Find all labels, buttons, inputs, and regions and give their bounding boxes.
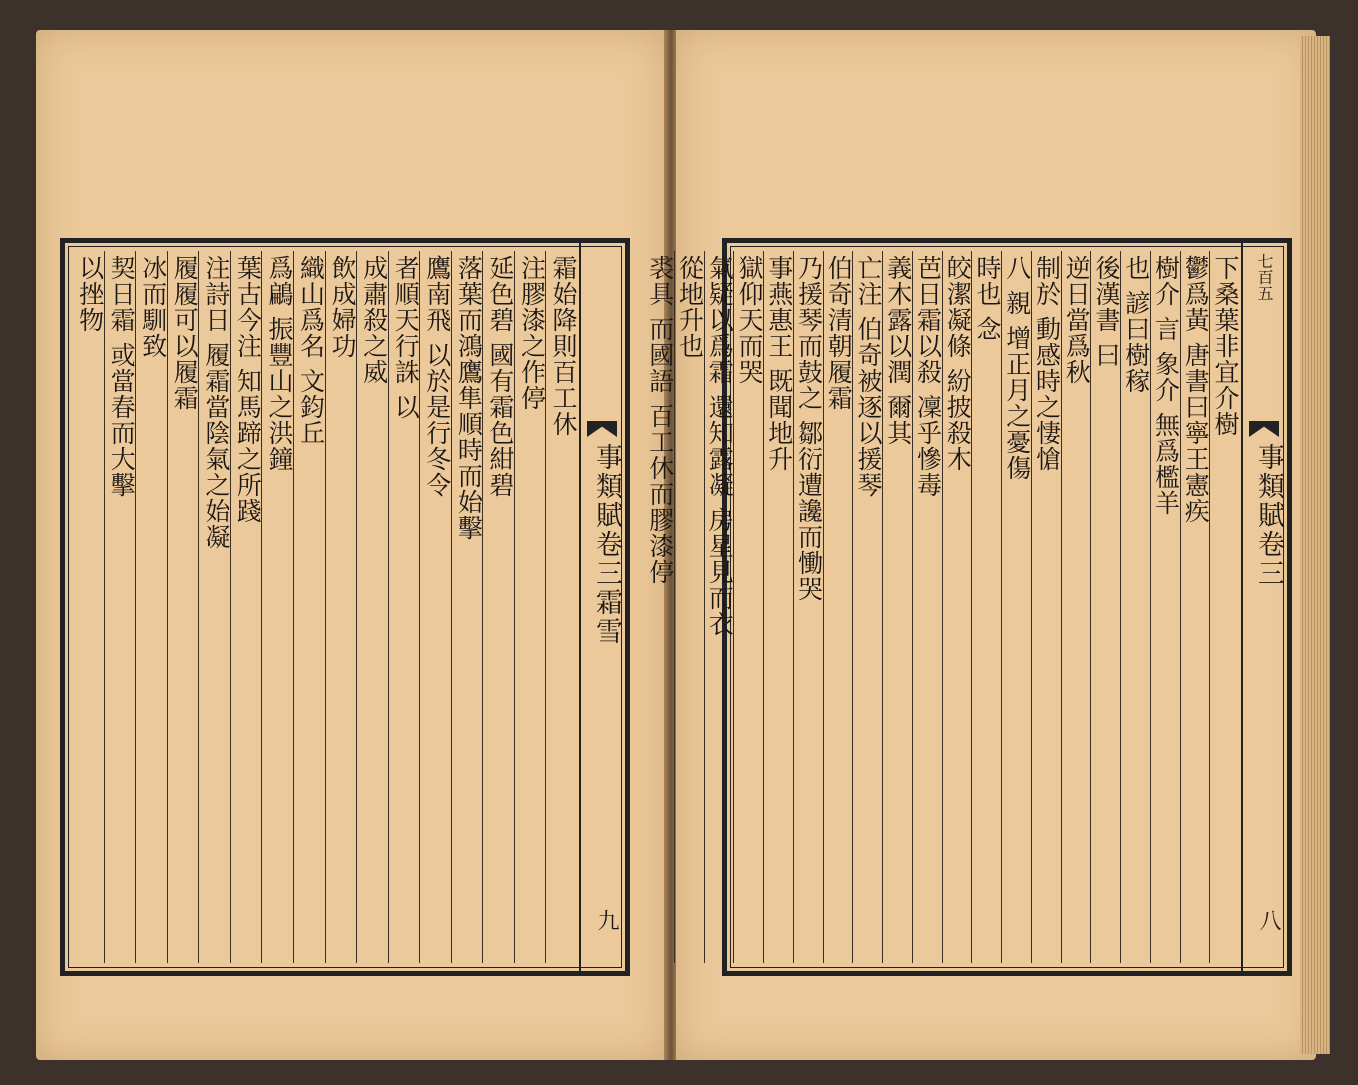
text-column: 延色碧 國有霜色紺碧 [482,251,514,963]
text-column: 飲成婦功 [325,251,357,963]
left-block-margin [579,243,625,971]
text-column: 履履可以履霜 [167,251,199,963]
fish-tail-mark [1249,421,1279,437]
text-column: 織山爲名 文鈞丘 [293,251,325,963]
text-column: 芭日霜以殺 凜乎慘毒 [912,251,942,963]
text-column: 霜始降則百工休 [545,251,577,963]
text-column: 下桑葉非宜介樹 [1209,251,1239,963]
text-column: 鬱爲黃 唐書曰寧王憲疾 [1180,251,1210,963]
text-column: 落葉而鴻鷹隼順時而始擊 [451,251,483,963]
text-column: 皎潔凝條 紛披殺木 [942,251,972,963]
text-column: 從地升也 [674,251,704,963]
text-column: 注詩日 履霜當陰氣之始凝 [198,251,230,963]
text-column: 注膠漆之作停 [514,251,546,963]
right-margin-title: 事類賦卷三 [1253,443,1284,588]
text-column: 乃援琴而鼓之 鄒衍遭讒而慟哭 [793,251,823,963]
text-column: 義木露以潤 爾其 [882,251,912,963]
text-column: 氣疑以爲霜 還知露凝 房星見而衣 [704,251,734,963]
text-column: 樹介 言 象介 無爲檻羊 [1150,251,1180,963]
text-column: 以挫物 [75,255,105,333]
text-column: 爲鶣 振豐山之洪鐘 [261,251,293,963]
right-margin-top-note: 七百五 [1255,253,1274,301]
text-column: 冰而馴致 [135,251,167,963]
text-column: 成肅殺之威 [356,251,388,963]
fish-tail-mark [587,421,617,437]
text-column: 獄仰天而哭 [733,251,763,963]
text-column: 葉古今注 知馬蹄之所踐 [230,251,262,963]
left-text-frame [60,238,630,976]
text-column: 制於 動感時之悽愴 [1031,251,1061,963]
page-edges [1300,36,1330,1054]
text-column: 時也 念 [971,251,1001,963]
left-margin-title: 事類賦卷三霜雪 [591,443,622,646]
text-column: 逆日當爲秋 [1061,251,1091,963]
text-column: 者順天行誅 以 [388,251,420,963]
text-column: 八 親 增正月之憂傷 [1001,251,1031,963]
text-column: 亡注 伯奇被逐以援琴 [852,251,882,963]
left-folio-number: 九 [594,909,619,931]
text-column: 伯奇清朝履霜 [823,251,853,963]
text-column: 後漢書 曰 [1090,251,1120,963]
right-block-margin [1241,243,1287,971]
right-folio-number: 八 [1256,909,1281,931]
text-column: 鷹南飛 以於是行冬令 [419,251,451,963]
text-column: 事燕惠王 既聞地升 [763,251,793,963]
right-text-frame [645,238,1292,976]
text-column: 契日霜 或當春而大擊 [104,251,136,963]
text-column: 裘具 而國語 百工休而膠漆停 [645,255,675,585]
text-column: 也 諺曰樹稼 [1120,251,1150,963]
left-text-columns [73,251,577,963]
right-text-columns [645,251,1240,963]
